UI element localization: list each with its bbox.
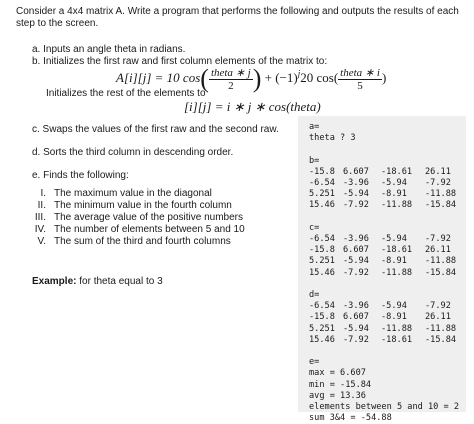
output-b-label: b= xyxy=(309,155,320,166)
matrix-c xyxy=(309,234,465,279)
matrix-row: 5.251 -5.94 -8.91 -11.88 xyxy=(309,256,457,267)
output-e-label: e= xyxy=(309,357,320,368)
step-e: e. Finds the following: xyxy=(32,170,129,181)
output-e-line: elements between 5 and 10 = 2 xyxy=(309,402,460,413)
matrix-row: 15.46 -7.92 -11.88 -15.84 xyxy=(309,200,457,211)
step-a: a. Inputs an angle theta in radians. xyxy=(32,44,186,55)
formula1-exponent: j xyxy=(297,68,301,79)
finding-item: I. The maximum value in the diagonal xyxy=(40,188,212,199)
formula1-fraction-1 xyxy=(209,67,253,92)
frac2-denominator: 5 xyxy=(357,79,363,92)
output-e-line: avg = 13.36 xyxy=(309,390,366,401)
finding-item: II. The minimum value in the fourth column xyxy=(37,200,232,211)
formula1-fraction-2 xyxy=(338,67,382,92)
matrix-row: -6.54 -3.96 -5.94 -7.92 xyxy=(309,234,451,244)
matrix-b xyxy=(309,167,465,212)
matrix-d xyxy=(309,301,465,346)
findings-list xyxy=(22,188,245,248)
formula1-end: ) xyxy=(381,69,387,85)
matrix-row: 5.251 -5.94 -11.88 -11.88 xyxy=(309,323,457,334)
intro-text: Consider a 4x4 matrix A. Write a program that performs the following and outputs the results of each step to the screen. xyxy=(16,6,459,29)
formula-first-row-col: A[i][j] = 10 cos( $\frac{\text{theta ∗ j}}{2}$ ) + $(-1)^j20$ cos( $\frac{\text{theta ∗ i}}{5}$ ) xyxy=(116,64,387,93)
example-text: for theta equal to 3 xyxy=(76,276,163,287)
matrix-row: -15.8 6.607 -18.61 26.11 xyxy=(309,245,451,256)
matrix-row: -6.54 -3.96 -5.94 -7.92 xyxy=(309,178,451,188)
finding-item: V. The sum of the third and fourth columns xyxy=(37,236,231,247)
rest-elements-text: Initializes the rest of the elements to xyxy=(46,88,206,99)
output-a-value: theta ? 3 xyxy=(309,133,356,144)
frac1-denominator: 2 xyxy=(228,79,234,92)
output-e-line: min = -15.84 xyxy=(309,379,372,390)
program-output-panel xyxy=(298,116,466,424)
step-d: d. Sorts the third column in descending order. xyxy=(32,147,234,158)
output-d-label: d= xyxy=(309,290,320,300)
matrix-row: -15.8 6.607 -8.91 26.11 xyxy=(309,312,451,323)
frac1-numerator: theta ∗ j xyxy=(210,66,251,79)
example-line xyxy=(32,276,163,288)
matrix-row: 15.46 -7.92 -11.88 -15.84 xyxy=(309,267,457,278)
formula1-lhs: A[i][j] = 10 cos xyxy=(116,69,201,85)
output-a-label: a= xyxy=(309,122,320,132)
output-e-line: max = 6.607 xyxy=(309,368,366,379)
matrix-row: 5.251 -5.94 -8.91 -11.88 xyxy=(309,189,457,200)
matrix-row: 15.46 -7.92 -18.61 -15.84 xyxy=(309,334,457,345)
matrix-row: -6.54 -3.96 -5.94 -7.92 xyxy=(309,301,451,312)
example-label: Example: xyxy=(32,276,77,287)
formula1-middle2: 20 cos( xyxy=(300,69,339,85)
step-b: b. Initializes the first raw and first column elements of the matrix to: xyxy=(32,56,328,67)
step-c: c. Swaps the values of the first raw and the second raw. xyxy=(32,124,279,135)
output-e-line: sum 3&4 = -54.88 xyxy=(309,413,392,424)
formula-rest-elements: [i][j] = i ∗ j ∗ cos(theta) xyxy=(184,99,321,114)
finding-item: IV. The number of elements between 5 and 10 xyxy=(34,224,245,235)
output-c-label: c= xyxy=(309,222,320,233)
matrix-row: -15.8 6.607 -18.61 26.11 xyxy=(309,166,451,177)
finding-item: III. The average value of the positive numbers xyxy=(34,212,243,223)
formula1-middle: + (−1) xyxy=(264,69,298,85)
frac2-numerator: theta ∗ i xyxy=(340,66,380,79)
